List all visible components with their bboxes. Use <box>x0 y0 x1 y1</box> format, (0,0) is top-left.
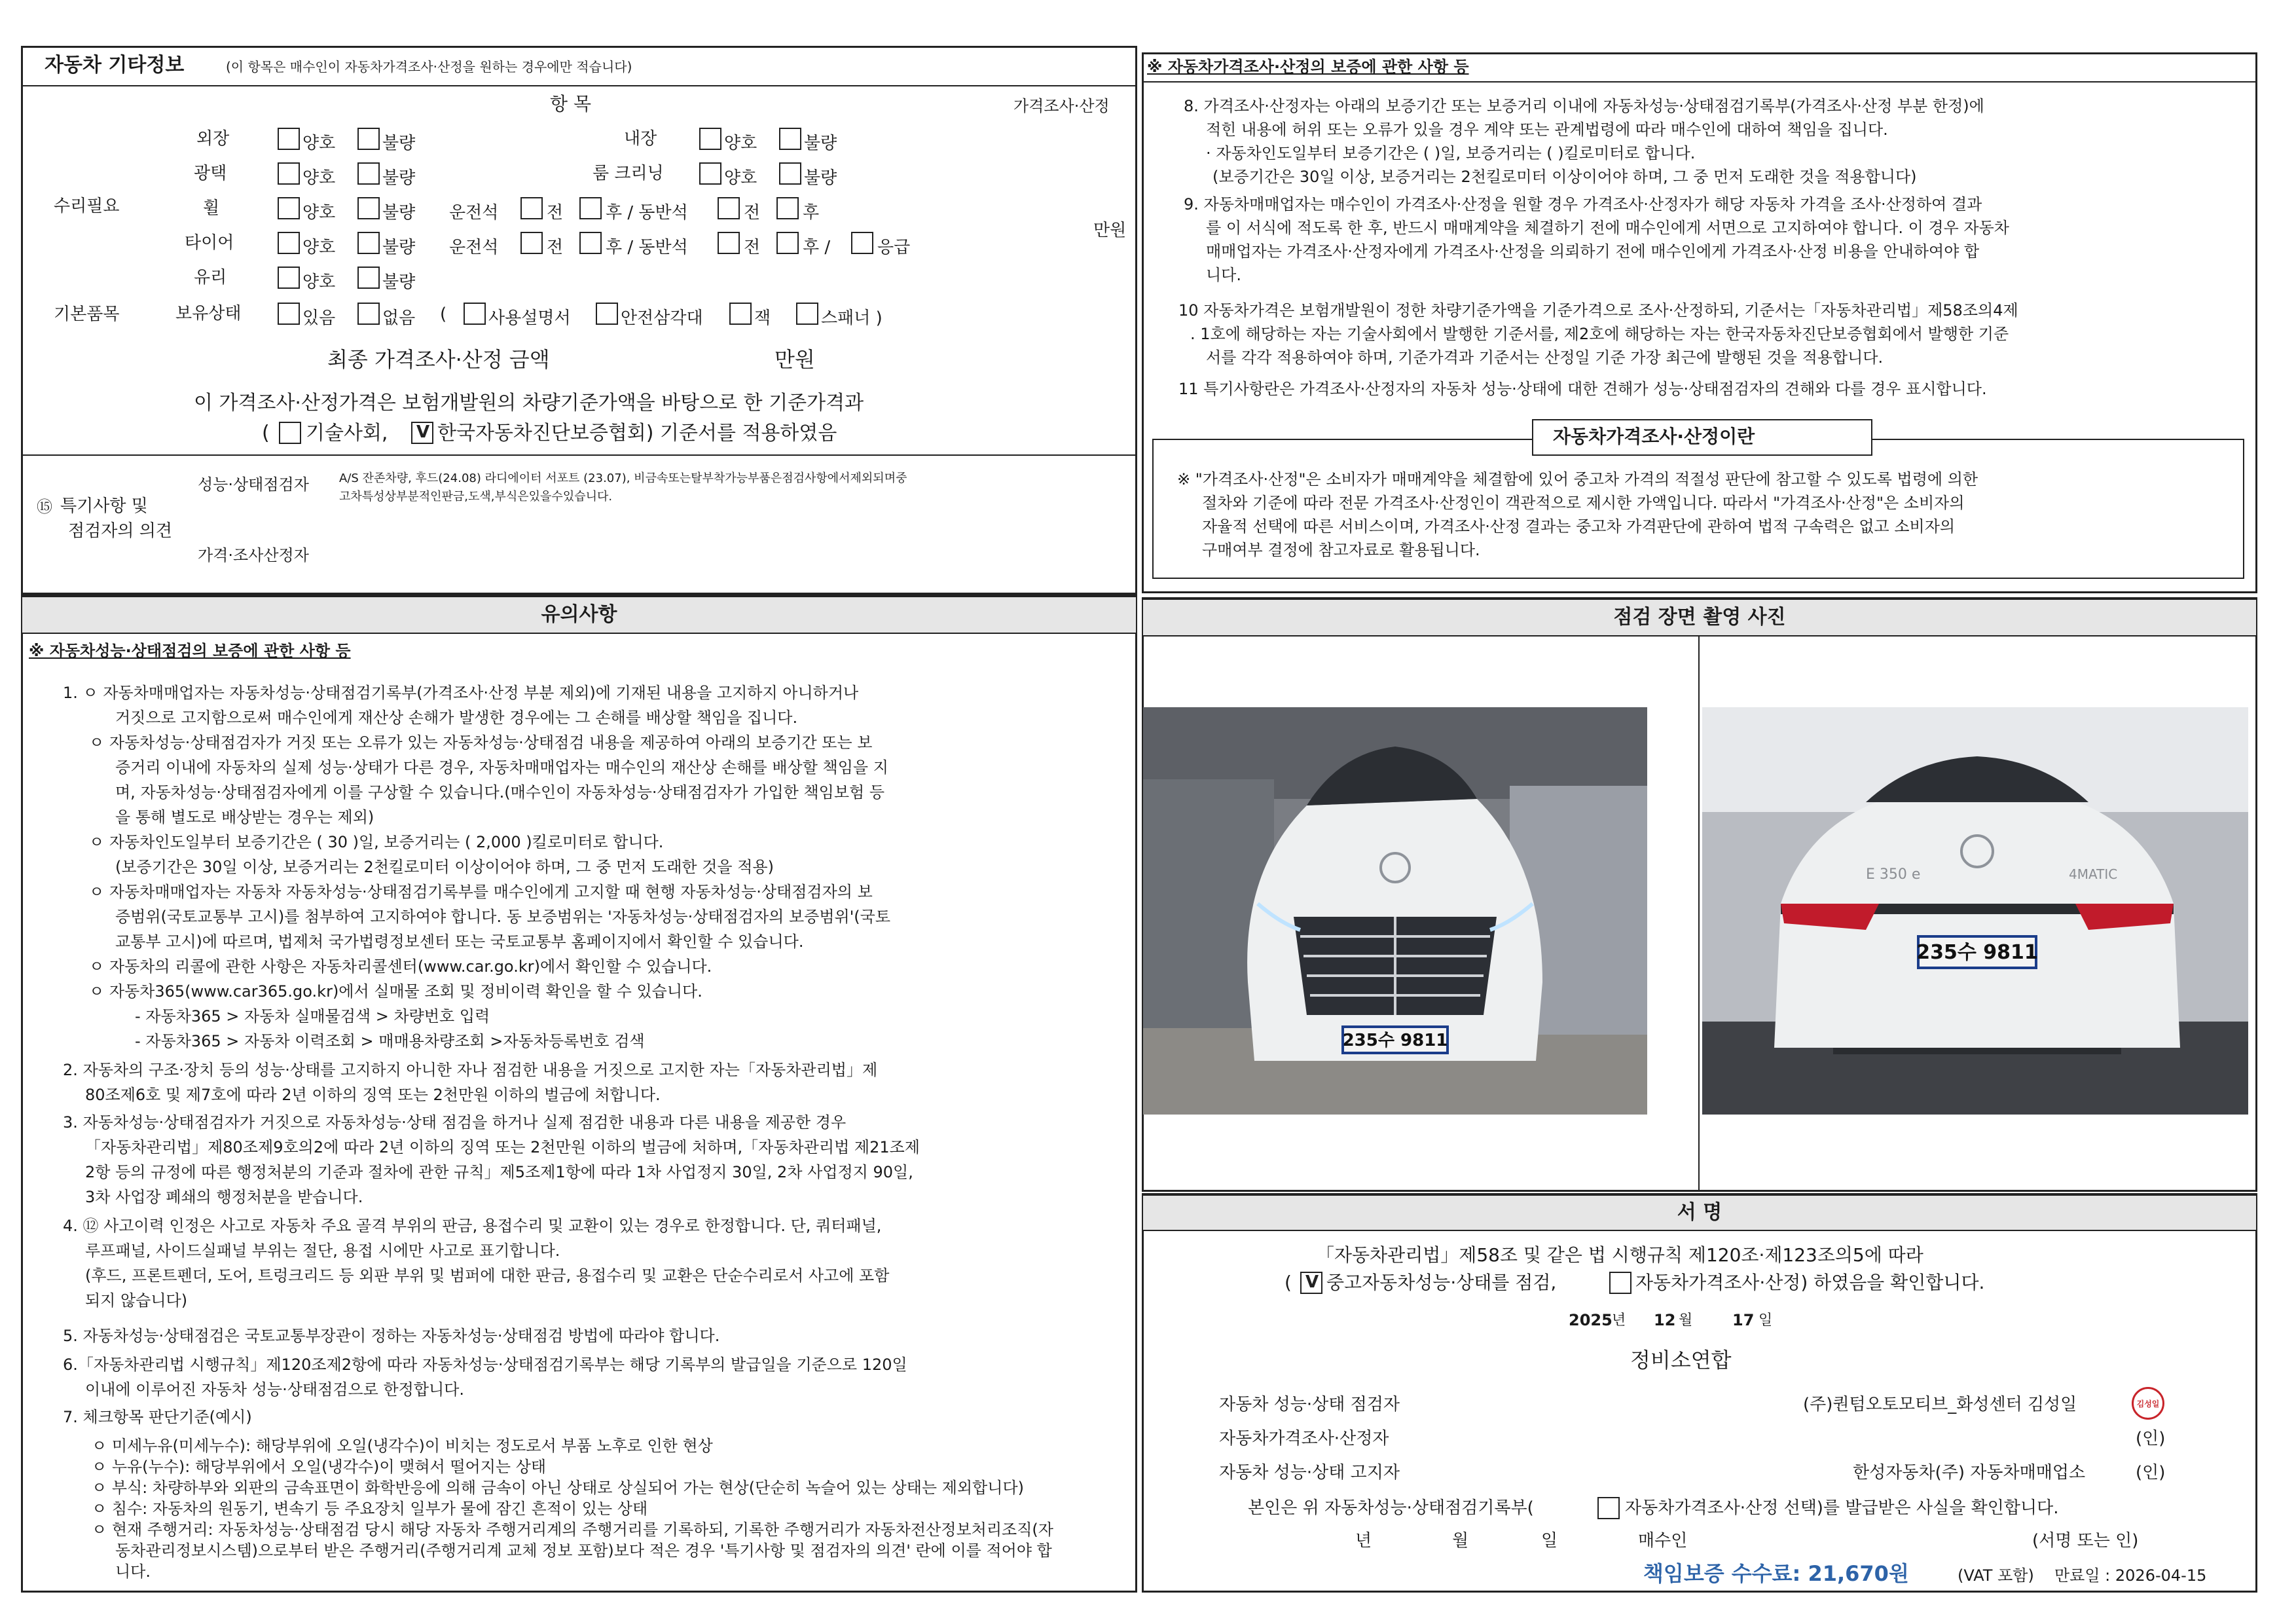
manual-checkbox[interactable] <box>464 303 486 325</box>
spanner-checkbox[interactable] <box>796 303 818 325</box>
sign-org: 정비소연합 <box>1630 1348 1732 1373</box>
kadia-checkbox[interactable] <box>411 422 433 444</box>
checkbox-label: 불량 <box>382 272 416 292</box>
checkbox-label: 양호 <box>302 203 336 223</box>
inspector-label: 성능·상태점검자 <box>198 475 309 494</box>
note-line: - 자동차365 > 자동차 이력조회 > 매매용차량조회 >자동차등록번호 검색 <box>135 1032 645 1050</box>
col-item-header: 항 목 <box>550 93 591 115</box>
note-line: 되지 않습니다) <box>85 1291 188 1310</box>
note-line: 「자동차관리법」제80조제9호의2에 따라 2년 이하의 징역 또는 2천만원 이하의 벌금에 처하며,「자동차관리법 제21조제 <box>85 1138 920 1156</box>
warranty-fee: 책임보증 수수료: 21,670원 <box>1643 1561 1909 1586</box>
photo-banner: 점검 장면 촬영 사진 <box>1143 599 2256 637</box>
checkbox-label: 있음 <box>302 308 336 328</box>
checkbox-label: 양호 <box>724 168 757 188</box>
guarantee-line: . 1호에 해당하는 자는 기술사회에서 발행한 기준서를, 제2호에 해당하는 자는 한국자동차진단보증협회에서 발행한 기준 <box>1190 325 2009 343</box>
checkbox-label: 양호 <box>302 272 336 292</box>
note-line: 80조제6호 및 제7호에 따라 2년 이하의 징역 또는 2천만원 이하의 벌금에 처합니다. <box>85 1086 661 1104</box>
basis-line-1: 이 가격조사·산정가격은 보험개발원의 차량기준가액을 바탕으로 한 기준가격과 <box>194 392 864 415</box>
model-badge: E 350 e <box>1866 866 1921 883</box>
inspector-sign-label: 자동차 성능·상태 점검자 <box>1219 1395 1400 1414</box>
signature-banner: 서 명 <box>1143 1194 2256 1231</box>
note-line: 증거리 이내에 자동차의 실제 성능·상태가 다른 경우, 자동차매매업자는 매수인의 재산상 손해를 배상할 책임을 지 <box>115 758 888 777</box>
note-line: ㅇ 미세누유(미세누수): 해당부위에 오일(냉각수)이 비치는 정도로서 부품 노후로 인한 현상 <box>92 1437 713 1455</box>
checkbox-label: 후 / <box>803 238 831 257</box>
sign-day: 17 <box>1732 1311 1755 1329</box>
interior-good-checkbox[interactable] <box>699 128 721 150</box>
triangle-checkbox[interactable] <box>596 303 618 325</box>
law-line-2: 자동차가격조사·산정) 하였음을 확인합니다. <box>1635 1272 1985 1293</box>
checkbox-label: 운전석 <box>449 203 499 223</box>
front-plate-text: 235수 9811 <box>1342 1031 1448 1050</box>
note-line: 2항 등의 규정에 따른 행정처분의 기준과 절차에 관한 규칙」제5조제1항에 따라 1차 사업정지 30일, 2차 사업정지 90일, <box>85 1163 913 1181</box>
checkbox-label: 응급 <box>877 238 911 257</box>
room-cleaning-bad-checkbox[interactable] <box>779 162 801 185</box>
interior-bad-checkbox[interactable] <box>779 128 801 150</box>
holding-none-checkbox[interactable] <box>357 303 380 325</box>
inspector-note-1: A/S 잔존차량, 후드(24.08) 라디에이터 서포트 (23.07), 비금속또는탈부착가능부품은점검사항에서제외되며중 <box>339 471 907 485</box>
col-price-header: 가격조사·산정 <box>1013 97 1110 115</box>
rear-plate-text: 235수 9811 <box>1916 941 2038 964</box>
note-line: 6.「자동차관리법 시행규칙」제120조제2항에 따라 자동차성능·상태점검기록부는 해당 기록부의 발급일을 기준으로 120일 <box>63 1356 907 1374</box>
sign-day-unit: 일 <box>1758 1312 1773 1329</box>
definition-line: 자율적 선택에 따른 서비스이며, 가격조사·산정 결과는 중고차 가격판단에 관하여 법적 구속력은 없고 소비자의 <box>1202 517 1956 536</box>
front-car-photo <box>1143 707 1647 1115</box>
jack-checkbox[interactable] <box>729 303 752 325</box>
checkbox-label: 양호 <box>724 134 757 153</box>
law-line-2: ( <box>1285 1272 1292 1293</box>
buyer-confirm-line: 자동차가격조사·산정 선택)를 발급받은 사실을 확인합니다. <box>1625 1498 2059 1518</box>
note-line: 7. 체크항목 판단기준(예시) <box>63 1408 252 1426</box>
buyer-date-month: 월 <box>1452 1531 1469 1551</box>
row-room-cleaning-label: 룸 크리닝 <box>592 164 664 183</box>
checkbox-label: 후 / 동반석 <box>606 203 688 223</box>
wheel-driver-front-checkbox[interactable] <box>520 197 543 219</box>
buyer-date-day: 일 <box>1541 1531 1558 1551</box>
tire-passenger-front-checkbox[interactable] <box>718 232 740 254</box>
note-line: 루프패널, 사이드실패널 부위는 절단, 용접 시에만 사고로 표기합니다. <box>85 1242 560 1260</box>
buyer-signature-field[interactable]: (서명 또는 인) <box>2032 1531 2139 1551</box>
checkbox-label: 불량 <box>382 134 416 153</box>
tire-passenger-rear-checkbox[interactable] <box>776 232 799 254</box>
wheel-bad-checkbox[interactable] <box>357 197 380 219</box>
checkbox-label: 양호 <box>302 134 336 153</box>
basis-line-2: 한국자동차진단보증협회) 기준서를 적용하였음 <box>437 422 837 445</box>
checkbox-label: 불량 <box>382 168 416 188</box>
guarantee-line: 8. 가격조사·산정자는 아래의 보증기간 또는 보증거리 이내에 자동차성능·상태점검기록부(가격조사·산정 부분 한정)에 <box>1184 97 1984 115</box>
note-line: 1. ㅇ 자동차매매업자는 자동차성능·상태점검기록부(가격조사·산정 부분 제외)에 기재된 내용을 고지하지 아니하거나 <box>63 684 859 702</box>
exterior-bad-checkbox[interactable] <box>357 128 380 150</box>
price-definition-title: 자동차가격조사·산정이란 <box>1553 426 1755 447</box>
sign-year: 2025 <box>1569 1311 1613 1329</box>
tire-good-checkbox[interactable] <box>278 232 300 254</box>
guarantee-line: 9. 자동차매매업자는 매수인이 가격조사·산정을 원할 경우 가격조사·산정자가 해당 자동차 가격을 조사·산정하여 결과 <box>1184 195 1982 213</box>
note-line: 3차 사업장 폐쇄의 행정처분을 받습니다. <box>85 1188 363 1206</box>
checkbox-label: 불량 <box>382 238 416 257</box>
unit-label: 만원 <box>1093 221 1127 240</box>
wheel-driver-rear-checkbox[interactable] <box>579 197 602 219</box>
note-line: ㅇ 누유(누수): 해당부위에서 오일(냉각수)이 맺혀서 떨어지는 상태 <box>92 1458 547 1476</box>
note-line: 교통부 고시)에 따르며, 법제처 국가법령정보센터 또는 국토교통부 홈페이지에서 확인할 수 있습니다. <box>115 932 804 951</box>
guarantee-line: (보증기간은 30일 이상, 보증거리는 2천킬로미터 이상이어야 하며, 그 중 먼저 도래한 것을 적용합니다) <box>1212 168 1917 186</box>
checkbox-label: 양호 <box>302 168 336 188</box>
tech-society-checkbox[interactable] <box>279 422 301 444</box>
room-cleaning-good-checkbox[interactable] <box>699 162 721 185</box>
used-car-inspection-checkbox[interactable] <box>1300 1272 1322 1294</box>
expiry-date: 만료일 : 2026-04-15 <box>2054 1566 2207 1585</box>
appraiser-label: 가격·조사산정자 <box>198 546 309 564</box>
note-line: (후드, 프론트펜더, 도어, 트렁크리드 등 외판 부위 및 범퍼에 대한 판금, 용접수리 및 교환은 단순수리로서 사고에 포함 <box>85 1266 890 1285</box>
divider <box>1142 81 2257 83</box>
price-guarantee-heading: ※ 자동차가격조사·산정의 보증에 관한 사항 등 <box>1147 58 1469 76</box>
checkbox-label: 운전석 <box>449 238 499 257</box>
guarantee-line: 를 이 서식에 적도록 한 후, 반드시 매매계약을 체결하기 전에 매수인에게 서면으로 고지하여야 합니다. 이 경우 자동차 <box>1206 219 2009 237</box>
guarantee-line: 적힌 내용에 허위 또는 오류가 있을 경우 계약 또는 관계법령에 따라 매수인에 대하여 책임을 집니다. <box>1206 120 1888 139</box>
rear-car-illustration <box>1702 707 2248 1115</box>
note-line: ㅇ 자동차365(www.car365.go.kr)에서 실매물 조회 및 정비이력 확인을 할 수 있습니다. <box>89 982 702 1001</box>
checkbox-label: 잭 <box>754 308 771 328</box>
notes-banner: 유의사항 <box>22 596 1136 634</box>
section-subtitle: (이 항목은 매수인이 자동차가격조사·산정을 원하는 경우에만 적습니다) <box>226 59 632 75</box>
warranty-fee-vat: (VAT 포함) <box>1958 1566 2034 1585</box>
note-line: 며, 자동차성능·상태점검자에게 이를 구상할 수 있습니다.(매수인이 자동차성능·상태점검자가 가입한 책임보험 등 <box>115 783 884 802</box>
repair-needed-label: 수리필요 <box>54 196 120 216</box>
note-line: ㅇ 자동차의 리콜에 관한 사항은 자동차리콜센터(www.car.go.kr)에서 확인할 수 있습니다. <box>89 957 712 976</box>
note-line: - 자동차365 > 자동차 실매물검색 > 차량번호 입력 <box>135 1007 490 1025</box>
row-holding-label: 보유상태 <box>175 304 242 323</box>
checkbox-label: 전 <box>744 238 761 257</box>
basis-line-2: ( <box>262 422 270 445</box>
guarantee-line: 니다. <box>1206 266 1241 284</box>
buyer-label: 매수인 <box>1638 1531 1688 1551</box>
section-title: 자동차 기타정보 <box>45 54 185 77</box>
note-line: ㅇ 현재 주행거리: 자동차성능·상태점검 당시 해당 자동차 주행거리계의 주행거리를 기록하되, 기록한 주행거리가 자동차전산정보처리조직(자 <box>92 1521 1053 1539</box>
wheel-passenger-rear-checkbox[interactable] <box>776 197 799 219</box>
final-price-unit: 만원 <box>774 347 815 372</box>
drive-badge: 4MATIC <box>2069 866 2118 882</box>
checkbox-label: 전 <box>744 203 761 223</box>
note-line: (보증기간은 30일 이상, 보증거리는 2천킬로미터 이상이어야 하며, 그 중 먼저 도래한 것을 적용) <box>115 858 774 876</box>
checkbox-label: 후 / 동반석 <box>606 238 688 257</box>
tire-emergency-checkbox[interactable] <box>851 232 873 254</box>
exterior-good-checkbox[interactable] <box>278 128 300 150</box>
glass-bad-checkbox[interactable] <box>357 267 380 289</box>
note-line: 4. ⑫ 사고이력 인정은 사고로 자동차 주요 골격 부위의 판금, 용접수리 및 교환이 있는 경우로 한정합니다. 단, 쿼터패널, <box>63 1217 882 1235</box>
definition-line: 구매여부 결정에 참고자료로 활용됩니다. <box>1202 541 1480 559</box>
inspector-sign-value: (주)퀀텀오토모티브_화성센터 김성일 <box>1803 1395 2077 1414</box>
row-exterior-label: 외장 <box>196 129 230 149</box>
sign-year-unit: 년 <box>1612 1312 1626 1329</box>
note-line: 증범위(국토교통부 고시)를 첨부하여 고지하여야 합니다. 동 보증범위는 '자동차성능·상태점검자의 보증범위'(국토 <box>115 908 891 926</box>
tire-bad-checkbox[interactable] <box>357 232 380 254</box>
note-line: 니다. <box>115 1562 151 1581</box>
guarantee-line: 10 자동차가격은 보험개발원이 정한 차량기준가액을 기준가격으로 조사·산정하되, 기준서는「자동차관리법」제58조의4제 <box>1178 301 2018 320</box>
buyer-date-year: 년 <box>1355 1531 1372 1551</box>
price-appraisal-checkbox[interactable] <box>1609 1272 1631 1294</box>
definition-line: ※ "가격조사·산정"은 소비자가 매매계약을 체결함에 있어 중고차 가격의 적절성 판단에 참고할 수 있도록 법령에 의한 <box>1177 470 1978 489</box>
tire-driver-front-checkbox[interactable] <box>520 232 543 254</box>
special-label-1: 특기사항 및 <box>60 496 148 516</box>
checkbox-label: 안전삼각대 <box>621 308 703 328</box>
law-line-1: 「자동차관리법」제58조 및 같은 법 시행규칙 제120조·제123조의5에 따라 <box>1316 1244 1923 1266</box>
row-wheel-label: 휠 <box>203 198 220 218</box>
row-interior-label: 내장 <box>624 129 657 149</box>
definition-line: 절차와 기준에 따라 전문 가격조사·산정인이 객관적으로 제시한 가액입니다. 따라서 "가격조사·산정"은 소비자의 <box>1202 494 1965 512</box>
divider <box>21 85 1137 86</box>
notes-heading: ※ 자동차성능·상태점검의 보증에 관한 사항 등 <box>29 642 351 660</box>
checkbox-label: 전 <box>547 238 564 257</box>
checkbox-label: 불량 <box>804 134 837 153</box>
buyer-price-appraisal-checkbox[interactable] <box>1597 1497 1620 1519</box>
front-car-illustration <box>1143 707 1647 1115</box>
note-line: 5. 자동차성능·상태점검은 국토교통부장관이 정하는 자동차성능·상태점검 방법에 따라야 합니다. <box>63 1327 720 1345</box>
note-line: ㅇ 자동차성능·상태점검자가 거짓 또는 오류가 있는 자동차성능·상태점검 내용을 제공하여 아래의 보증기간 또는 보 <box>89 733 873 752</box>
checkbox-label: 전 <box>547 203 564 223</box>
notifier-sign-value: 한성자동차(주) 자동차매매업소 <box>1853 1463 2086 1483</box>
note-line: 동차관리정보시스템)으로부터 받은 주행거리(주행거리계 교체 정보 포함)보다 적은 경우 '특기사항 및 점검자의 의견' 란에 이를 적어야 합 <box>115 1541 1052 1560</box>
checkbox-label: 사용설명서 <box>488 308 571 328</box>
guarantee-line: · 자동차인도일부터 보증기간은 ( )일, 보증거리는 ( )킬로미터로 합니다. <box>1206 144 1696 162</box>
gloss-good-checkbox[interactable] <box>278 162 300 185</box>
glass-good-checkbox[interactable] <box>278 267 300 289</box>
guarantee-line: 11 특기사항란은 가격조사·산정자의 자동차 성능·상태에 대한 견해가 성능·상태점검자의 견해와 다를 경우 표시합니다. <box>1178 380 1987 398</box>
rear-car-photo <box>1702 707 2248 1115</box>
sign-month-unit: 월 <box>1679 1312 1693 1329</box>
notifier-seal: (인) <box>2136 1463 2166 1483</box>
checkbox-label: 없음 <box>382 308 416 328</box>
wheel-good-checkbox[interactable] <box>278 197 300 219</box>
note-line: 2. 자동차의 구조·장치 등의 성능·상태를 고지하지 아니한 자나 점검한 내용을 거짓으로 고지한 자는「자동차관리법」제 <box>63 1061 878 1079</box>
row-gloss-label: 광택 <box>194 164 227 183</box>
notifier-sign-label: 자동차 성능·상태 고지자 <box>1219 1463 1400 1483</box>
guarantee-line: 서를 각각 적용하여야 하며, 기준가격과 기준서는 산정일 기준 가장 최근에 발행된 것을 적용합니다. <box>1206 348 1884 367</box>
row-glass-label: 유리 <box>194 268 227 287</box>
checkbox-label: 스패너 ) <box>821 308 883 328</box>
appraiser-sign-label: 자동차가격조사·산정자 <box>1219 1429 1389 1449</box>
note-line: ㅇ 침수: 자동차의 원동기, 변속기 등 주요장치 일부가 물에 잠긴 흔적이 있는 상태 <box>92 1500 648 1518</box>
row-tire-label: 타이어 <box>185 233 234 253</box>
buyer-confirm-line: 본인은 위 자동차성능·상태점검기록부( <box>1248 1498 1534 1518</box>
note-line: 이내에 이루어진 자동차 성능·상태점검으로 한정합니다. <box>85 1380 465 1399</box>
note-line: 거짓으로 고지함으로써 매수인에게 재산상 손해가 발생한 경우에는 그 손해를 배상할 책임을 집니다. <box>115 709 798 727</box>
gloss-bad-checkbox[interactable] <box>357 162 380 185</box>
note-line: 3. 자동차성능·상태점검자가 거짓으로 자동차성능·상태 점검을 하거나 실제 점검한 내용과 다른 내용을 제공한 경우 <box>63 1113 847 1132</box>
final-price-label: 최종 가격조사·산정 금액 <box>327 347 550 372</box>
special-label-2: 점검자의 의견 <box>68 521 172 541</box>
note-line: ㅇ 자동차인도일부터 보증기간은 ( 30 )일, 보증거리는 ( 2,000 )킬로미터로 합니다. <box>89 833 664 851</box>
checkbox-label: 양호 <box>302 238 336 257</box>
holding-have-checkbox[interactable] <box>278 303 300 325</box>
law-line-2: 중고자동차성능·상태를 점검, <box>1326 1272 1557 1293</box>
note-line: ㅇ 부식: 차량하부와 외판의 금속표면이 화학반응에 의해 금속이 아닌 상태로 상실되어 가는 현상(단순히 녹슬어 있는 상태는 제외합니다) <box>92 1479 1024 1497</box>
basis-line-2: 기술사회, <box>306 422 388 445</box>
divider <box>21 454 1137 456</box>
checkbox-label: 후 <box>803 203 820 223</box>
basic-items-label: 기본품목 <box>54 304 120 324</box>
inspector-note-2: 고차특성상부분적인판금,도색,부식은있을수있습니다. <box>339 490 613 504</box>
photo-divider <box>1698 637 1700 1192</box>
note-line: 을 통해 별도로 배상받는 경우는 제외) <box>115 808 374 826</box>
note-line: ㅇ 자동차매매업자는 자동차 자동차성능·상태점검기록부를 매수인에게 고지할 때 현행 자동차성능·상태점검자의 보 <box>89 883 873 901</box>
guarantee-line: 매매업자는 가격조사·산정자에게 가격조사·산정을 의뢰하기 전에 매수인에게 가격조사·산정 비용을 안내하여야 합 <box>1206 242 1980 261</box>
checkbox-label: 불량 <box>382 203 416 223</box>
checkbox-label: 불량 <box>804 168 837 188</box>
wheel-passenger-front-checkbox[interactable] <box>718 197 740 219</box>
stamp-text: 김성일 <box>2136 1399 2160 1409</box>
checkbox-label: ( <box>440 304 447 324</box>
special-num: ⑮ <box>37 498 52 516</box>
inspector-seal-stamp <box>2132 1387 2164 1420</box>
tire-driver-rear-checkbox[interactable] <box>579 232 602 254</box>
appraiser-seal: (인) <box>2136 1429 2166 1449</box>
sign-month: 12 <box>1654 1311 1676 1329</box>
